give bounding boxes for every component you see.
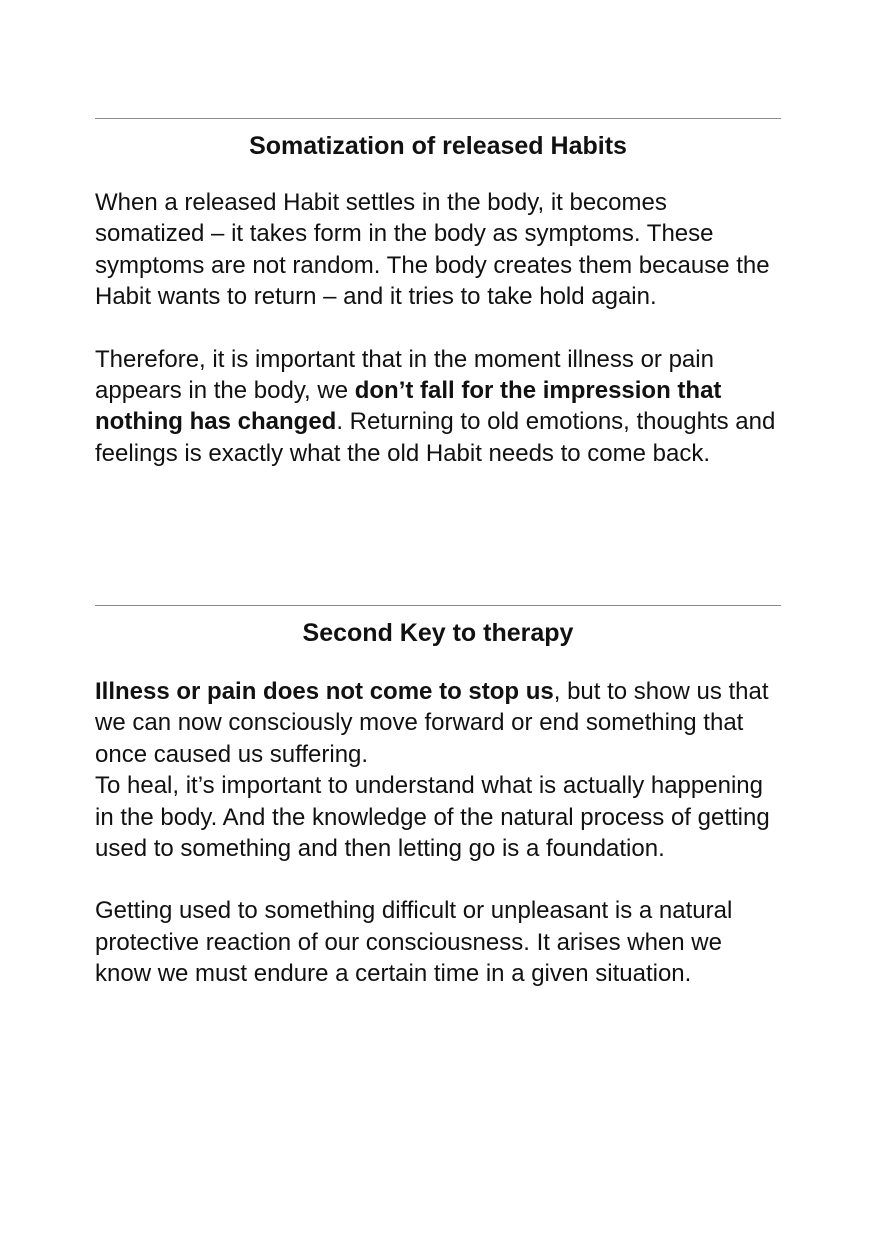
- emphasis-text: don’t fall for the impression that nothing has changed: [95, 377, 722, 436]
- paragraph: Getting used to something difficult or unpleasant is a natural protective reaction of our consciousness. It arises when we know we must endure a certain time in a given situation.: [95, 897, 733, 988]
- paragraph-text: . Returning to old emotions, thoughts and feelings is exactly what the old Habit needs to come back.: [95, 408, 776, 467]
- paragraph: When a released Habit settles in the body, it becomes somatized – it takes form in the body as symptoms. These symptoms are not random. The body creates them because the Habit wants to return – and it tries to take hold again.: [95, 189, 770, 311]
- section-second-key: [95, 605, 781, 990]
- paragraph-text: Therefore, it is important that in the moment illness or pain appears in the body, we: [95, 345, 714, 405]
- paragraph: To heal, it’s important to understand what is actually happening in the body. And the knowledge of the natural process of getting used to something and then letting go is a foundation.: [95, 772, 770, 863]
- emphasis-text: Illness or pain does not come to stop us: [95, 678, 554, 705]
- paragraph-text: , but to show us that we can now consciously move forward or end something that once caused us suffering.: [95, 678, 769, 768]
- paragraph: [95, 676, 781, 770]
- section-title: Second Key to therapy: [302, 619, 574, 647]
- paragraph: [95, 344, 781, 470]
- section-somatization: [95, 118, 781, 469]
- section-title: Somatization of released Habits: [249, 132, 627, 160]
